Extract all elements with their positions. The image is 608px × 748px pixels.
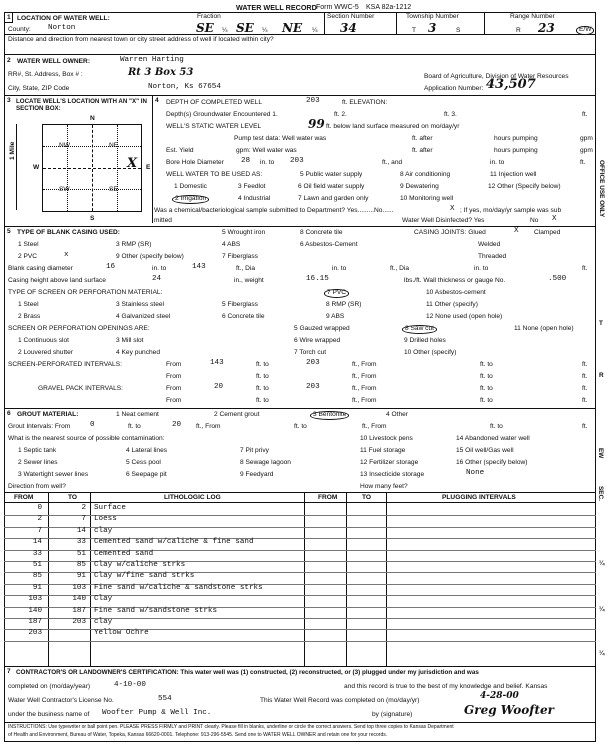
grout-intervals-label: Grout Intervals: From bbox=[8, 423, 71, 430]
gpi-from-label-2: From bbox=[166, 397, 182, 404]
src-1: 1 Septic tank bbox=[18, 447, 57, 454]
section-number-label: Section Number bbox=[327, 13, 375, 20]
map-west: W bbox=[33, 164, 40, 171]
gpi-from: 20 bbox=[214, 383, 224, 391]
src-6: 6 Seepage pit bbox=[126, 471, 167, 478]
log-row-from: 140 bbox=[28, 606, 42, 615]
blank-to: 143 bbox=[192, 263, 206, 271]
spi-from-label-2: From bbox=[166, 373, 182, 380]
use-6: 6 Oil field water supply bbox=[298, 183, 365, 190]
log-to-header: TO bbox=[68, 494, 78, 501]
log-row-description: Surface bbox=[94, 504, 126, 512]
bore-in-to-2: in. to bbox=[490, 159, 505, 166]
log-row-divider bbox=[4, 561, 596, 562]
grout-3: 3 Bentonite bbox=[310, 411, 349, 420]
log-row-from: 85 bbox=[32, 572, 42, 581]
casing-9: 6 Asbestos-Cement bbox=[300, 241, 358, 248]
contamination-label: What is the nearest source of possible contamination: bbox=[8, 435, 165, 442]
grout-ft: ft. bbox=[582, 423, 588, 430]
opening-11: 11 None (open hole) bbox=[514, 325, 574, 332]
screen-label: TYPE OF SCREEN OR PERFORATION MATERIAL: bbox=[8, 289, 163, 296]
rr-label: RR#, St. Address, Box # : bbox=[8, 71, 83, 78]
screen-7: 7 PVC bbox=[324, 289, 349, 298]
blank-ft-dia-2: ft., Dia bbox=[390, 265, 410, 272]
county-value: Norton bbox=[48, 24, 76, 32]
log-row-divider bbox=[4, 584, 596, 585]
map-east: E bbox=[146, 164, 151, 171]
src-8: 8 Sewage lagoon bbox=[240, 459, 291, 466]
screen-3: 3 Stainless steel bbox=[116, 301, 165, 308]
log-row-to: 91 bbox=[76, 572, 86, 581]
fraction-2: SE bbox=[236, 21, 254, 35]
gpi-ft-to: ft. to bbox=[256, 385, 269, 392]
township-t: T bbox=[412, 27, 417, 34]
screen-11: 11 Other (specify) bbox=[426, 301, 478, 308]
location-label: LOCATION OF WATER WELL: bbox=[17, 15, 110, 22]
casing-weight-label: in., weight bbox=[234, 277, 264, 284]
grout-ft-to-3: ft. to bbox=[490, 423, 503, 430]
office-quarter-2: ¼ bbox=[599, 606, 605, 613]
opening-9: 9 Drilled holes bbox=[404, 337, 446, 344]
casing-clamped: Clamped bbox=[534, 229, 561, 236]
city-label: City, State, ZIP Code bbox=[8, 85, 70, 92]
application-value: 43,507 bbox=[486, 77, 536, 92]
log-row-from: 103 bbox=[28, 595, 42, 604]
plugging-intervals-header: PLUGGING INTERVALS bbox=[442, 494, 516, 501]
log-row-from: 51 bbox=[32, 561, 42, 569]
log-row-description: Cemented sand w/caliche & fine sand bbox=[94, 538, 254, 547]
log-row-divider bbox=[4, 515, 596, 516]
owner-value: Warren Harting bbox=[120, 56, 184, 64]
casing-6: 4 ABS bbox=[222, 241, 241, 248]
range-r: R bbox=[516, 27, 521, 34]
gpi-ft-to-2: ft. to bbox=[480, 385, 493, 392]
blank-in-to-c: in. to bbox=[474, 265, 489, 272]
office-r-label: R bbox=[599, 372, 604, 379]
yield-gpm-end: gpm bbox=[580, 147, 593, 154]
completed-label: completed on (mo/day/year) bbox=[8, 683, 91, 690]
section-number-3: 3 bbox=[7, 97, 11, 104]
log-row-description: Fine sand w/sandstone strks bbox=[94, 606, 218, 615]
spi-ft: ft. bbox=[582, 361, 588, 368]
use-5: 5 Public water supply bbox=[300, 171, 363, 178]
city-value: Norton, Ks 67654 bbox=[148, 83, 221, 91]
office-quarter-1: ¼ bbox=[599, 560, 605, 567]
log-row-divider bbox=[4, 527, 596, 528]
grout-ft-to: ft. to bbox=[128, 423, 141, 430]
screen-10: 10 Asbestos-cement bbox=[426, 289, 486, 296]
casing-8: 8 Concrete tile bbox=[300, 229, 343, 236]
log-row-description: Loess bbox=[94, 515, 117, 524]
log-row-from: 2 bbox=[37, 515, 42, 524]
src-4: 4 Lateral lines bbox=[126, 447, 168, 454]
fraction-3: NE bbox=[282, 21, 303, 35]
blank-diameter: 16 bbox=[106, 263, 116, 271]
grout-ft-from-2: ft., From bbox=[362, 423, 387, 430]
screen-12: 12 None used (open hole) bbox=[426, 313, 503, 320]
log-row-description: Clay w/fine sand strks bbox=[94, 572, 195, 581]
pump-gpm: gpm bbox=[580, 135, 593, 142]
gpi-ft-2: ft. bbox=[582, 397, 588, 404]
grout-4: 4 Other bbox=[386, 411, 408, 418]
log-row-from: 0 bbox=[37, 504, 42, 512]
log-row-divider bbox=[4, 607, 596, 608]
casing-weight: 16.15 bbox=[306, 275, 329, 283]
log-row-to: 2 bbox=[81, 504, 86, 512]
src-15: 15 Oil well/Gas well bbox=[456, 447, 514, 454]
log-row-from: 7 bbox=[37, 526, 42, 535]
src-5: 5 Cess pool bbox=[126, 459, 161, 466]
spi-ft-to-3: ft. to bbox=[256, 373, 269, 380]
record-completed-label: This Water Well Record was completed on (mo/day/yr) bbox=[260, 697, 420, 704]
use-3: 3 Feedlot bbox=[238, 183, 266, 190]
blank-in-to: in. to bbox=[152, 265, 167, 272]
chem-x: X bbox=[450, 205, 455, 213]
src-16: 16 Other (specify below) bbox=[456, 459, 528, 466]
blank-diameter-label: Blank casing diameter bbox=[8, 265, 73, 272]
src-10: 10 Livestock pens bbox=[360, 435, 413, 442]
map-ne: NE bbox=[109, 142, 119, 149]
casing-height: 24 bbox=[152, 275, 162, 283]
section-number-1: 1 bbox=[7, 14, 11, 21]
use-9: 9 Dewatering bbox=[400, 183, 439, 190]
groundwater-2: ft. 2. bbox=[334, 111, 347, 118]
yield-after: ft. after bbox=[412, 147, 433, 154]
use-10: 10 Monitoring well bbox=[400, 195, 454, 202]
screen-2: 2 Brass bbox=[18, 313, 41, 320]
office-quarter-3: ¼ bbox=[599, 650, 605, 657]
depth-value: 203 bbox=[306, 97, 320, 105]
casing-welded: Welded bbox=[478, 241, 501, 248]
grout-ft-to-2: ft. to bbox=[294, 423, 307, 430]
opening-7: 7 Torch cut bbox=[294, 349, 327, 356]
log-row-description: Clay w/caliche strks bbox=[94, 561, 186, 569]
range-ew: E/W bbox=[576, 26, 594, 35]
office-ew-label: EW bbox=[597, 448, 604, 459]
screen-9: 9 ABS bbox=[326, 313, 345, 320]
instructions-line-2: of Health and Environment, Bureau of Water, Topeka, Kansas 66620-0001. Telephone: 913-296-5545. Send one to WATER WELL OWNER and retain one for your records. bbox=[8, 732, 388, 738]
gpi-ft-from: ft., From bbox=[352, 385, 377, 392]
grout-2: 2 Cement grout bbox=[214, 411, 260, 418]
chem-mitted: mitted bbox=[154, 217, 172, 224]
casing-1: 1 Steel bbox=[18, 241, 39, 248]
spi-ft-to-2: ft. to bbox=[480, 361, 493, 368]
log-row-to: 103 bbox=[72, 583, 86, 592]
chem-sample: Was a chemical/bacteriological sample submitted to Department? Yes.........No...... bbox=[154, 207, 394, 214]
log-row-to: 14 bbox=[76, 526, 86, 535]
src-12: 12 Fertilizer storage bbox=[360, 459, 419, 466]
grout-from: 0 bbox=[90, 421, 95, 429]
how-many-feet-label: How many feet? bbox=[360, 483, 408, 490]
use-label: WELL WATER TO BE USED AS: bbox=[166, 171, 263, 178]
chem-rest: ; If yes, mo/day/yr sample was sub bbox=[460, 207, 562, 214]
completed-date: 4-10-00 bbox=[114, 681, 146, 689]
plug-to-header: TO bbox=[362, 494, 372, 501]
openings-label: SCREEN OR PERFORATION OPENINGS ARE: bbox=[8, 325, 150, 332]
board-label: Board of Agriculture, Division of Water Resources bbox=[424, 73, 569, 80]
opening-1: 1 Continuous slot bbox=[18, 337, 69, 344]
casing-threaded: Threaded bbox=[478, 253, 507, 260]
log-row-divider bbox=[4, 550, 596, 551]
screen-8: 8 RMP (SR) bbox=[326, 301, 362, 308]
screen-6: 6 Concrete tile bbox=[222, 313, 265, 320]
opening-10: 10 Other (specify) bbox=[404, 349, 457, 356]
static-level-label: WELL'S STATIC WATER LEVEL bbox=[166, 123, 262, 130]
office-use-only-label: OFFICE USE ONLY bbox=[598, 160, 605, 218]
gravel-intervals-label: GRAVEL PACK INTERVALS: bbox=[38, 385, 124, 392]
spi-ft-from: ft., From bbox=[352, 361, 377, 368]
use-11: 11 Injection well bbox=[490, 171, 537, 178]
log-row-divider bbox=[4, 538, 596, 539]
log-row-to: 85 bbox=[76, 561, 86, 569]
disinfected-x: X bbox=[552, 215, 557, 223]
casing-5: 5 Wrought iron bbox=[222, 229, 266, 236]
map-mile-label: 1 Mile bbox=[9, 141, 16, 160]
log-row-from: 91 bbox=[32, 583, 42, 592]
blank-ft: ft. bbox=[582, 265, 588, 272]
casing-3: 3 RMP (SR) bbox=[116, 241, 152, 248]
plug-from-header: FROM bbox=[318, 494, 338, 501]
depth-label: DEPTH OF COMPLETED WELL bbox=[166, 99, 262, 106]
section-number-7: 7 bbox=[7, 668, 11, 675]
spi-from: 143 bbox=[210, 359, 224, 367]
log-row-to: 187 bbox=[72, 606, 86, 615]
use-12: 12 Other (Specify below) bbox=[488, 183, 561, 190]
spi-ft-2: ft. bbox=[582, 373, 588, 380]
township-s: S bbox=[456, 27, 461, 34]
quarter-3: ¼ bbox=[312, 27, 318, 34]
certification-true: and this record is true to the best of my knowledge and belief. Kansas bbox=[344, 683, 548, 690]
opening-6: 6 Wire wrapped bbox=[294, 337, 341, 344]
log-row-divider bbox=[4, 641, 596, 642]
src-none: None bbox=[466, 469, 485, 477]
pump-test-label: Pump test data: Well water was bbox=[234, 135, 327, 142]
elevation-label: ft. ELEVATION: bbox=[342, 99, 388, 106]
log-row-divider bbox=[4, 629, 596, 630]
log-row-from: 187 bbox=[28, 618, 42, 626]
map-nw: NW bbox=[59, 142, 70, 149]
src-13: 13 Insecticide storage bbox=[360, 471, 425, 478]
quarter-2: ¼ bbox=[262, 27, 268, 34]
gpi-ft: ft. bbox=[582, 385, 588, 392]
application-label: Application Number: bbox=[424, 85, 484, 92]
license-number: 554 bbox=[158, 695, 172, 703]
opening-2: 2 Louvered shutter bbox=[18, 349, 73, 356]
blank-in-to-b: in. to bbox=[332, 265, 347, 272]
map-north: N bbox=[90, 115, 95, 122]
form-title: WATER WELL RECORD bbox=[236, 3, 317, 12]
spi-ft-to: ft. to bbox=[256, 361, 269, 368]
screen-1: 1 Steel bbox=[18, 301, 39, 308]
township-label: Township Number bbox=[406, 13, 459, 20]
opening-8: 8 Saw cut bbox=[402, 325, 437, 334]
log-row-divider bbox=[4, 572, 596, 573]
groundwater-3: ft. 3. bbox=[444, 111, 457, 118]
grout-ft-from: ft., From bbox=[196, 423, 221, 430]
opening-5: 5 Gauzed wrapped bbox=[294, 325, 350, 332]
signature: Greg Woofter bbox=[464, 703, 554, 717]
log-row-divider bbox=[4, 595, 596, 596]
spi-ft-from-2: ft., From bbox=[352, 373, 377, 380]
casing-gauge-label: lbs./ft. Wall thickness or gauge No. bbox=[404, 277, 506, 284]
disinfected-no: No bbox=[530, 217, 539, 224]
opening-4: 4 Key punched bbox=[116, 349, 160, 356]
yield-gpm: gpm: Well water was bbox=[236, 147, 297, 154]
locate-label: LOCATE WELL'S LOCATION WITH AN "X" IN SECTION BOX: bbox=[16, 98, 147, 113]
spi-from-label: From bbox=[166, 361, 182, 368]
business-name-label: under the business name of bbox=[8, 711, 90, 718]
direction-label: Direction from well? bbox=[8, 483, 66, 490]
distance-label: Distance and direction from nearest town or city street address of well if located within city? bbox=[8, 36, 274, 43]
range-value: 23 bbox=[538, 21, 555, 35]
screen-4: 4 Galvanized steel bbox=[116, 313, 171, 320]
section-1-box bbox=[5, 13, 13, 23]
business-name: Woofter Pump & Well Inc. bbox=[102, 709, 212, 717]
src-9: 9 Feedyard bbox=[240, 471, 274, 478]
log-row-description: clay bbox=[94, 526, 113, 535]
casing-7: 7 Fiberglass bbox=[222, 253, 258, 260]
gpi-ft-to-3: ft. to bbox=[256, 397, 269, 404]
spi-to: 203 bbox=[306, 359, 320, 367]
log-row-description: Fine sand w/caliche & sandstone strks bbox=[94, 583, 263, 592]
well-location-x: X bbox=[127, 156, 138, 171]
groundwater-label: Depth(s) Groundwater Encountered 1. bbox=[166, 111, 278, 118]
water-well-record-form bbox=[4, 2, 596, 745]
map-se: SE bbox=[109, 186, 118, 193]
gpi-to: 203 bbox=[306, 383, 320, 391]
form-number: Form WWC-5 bbox=[316, 4, 359, 11]
gpi-from-label: From bbox=[166, 385, 182, 392]
grout-1: 1 Neat cement bbox=[116, 411, 159, 418]
log-row-from: 14 bbox=[32, 538, 42, 547]
log-row-divider bbox=[4, 618, 596, 619]
log-lithologic-header: LITHOLOGIC LOG bbox=[164, 494, 221, 501]
section-map bbox=[42, 124, 142, 212]
quarter-1: ¼ bbox=[222, 27, 228, 34]
grout-label: GROUT MATERIAL: bbox=[17, 411, 79, 418]
use-8: 8 Air conditioning bbox=[400, 171, 451, 178]
log-row-description: Clay bbox=[94, 595, 113, 604]
gpi-ft-from-2: ft., From bbox=[352, 397, 377, 404]
log-row-to: 7 bbox=[81, 515, 86, 524]
section-number-4: 4 bbox=[155, 97, 159, 104]
section-number-value: 34 bbox=[340, 21, 357, 35]
ksa-number: KSA 82a-1212 bbox=[366, 4, 412, 11]
bore-and: ft., and bbox=[382, 159, 403, 166]
fraction-label: Fraction bbox=[197, 13, 221, 20]
rr-value: Rt 3 Box 53 bbox=[128, 67, 194, 78]
section-number-2: 2 bbox=[7, 57, 11, 64]
src-3: 3 Watertight sewer lines bbox=[18, 471, 89, 478]
log-row-to: 140 bbox=[72, 595, 86, 604]
casing-joints-x: X bbox=[514, 227, 519, 235]
use-2: 2 Irrigation bbox=[172, 195, 209, 204]
log-from-header: FROM bbox=[14, 494, 34, 501]
static-level-value: 99 bbox=[308, 117, 325, 131]
log-row-to: 203 bbox=[72, 618, 86, 626]
yield-label: Est. Yield bbox=[166, 147, 194, 154]
section-number-5: 5 bbox=[7, 228, 11, 235]
log-row-to: 33 bbox=[76, 538, 86, 547]
casing-label: TYPE OF BLANK CASING USED: bbox=[17, 229, 120, 236]
range-label: Range Number bbox=[510, 13, 555, 20]
static-level-rest: ft. below land surface measured on mo/day/yr bbox=[326, 123, 460, 130]
casing-joints: CASING JOINTS: Glued bbox=[414, 229, 486, 236]
log-row-from: 33 bbox=[32, 549, 42, 558]
use-1: 1 Domestic bbox=[174, 183, 207, 190]
screen-5: 5 Fiberglass bbox=[222, 301, 258, 308]
src-7: 7 Pit privy bbox=[240, 447, 269, 454]
pump-after: ft. after bbox=[412, 135, 433, 142]
spi-ft-to-4: ft. to bbox=[480, 373, 493, 380]
log-row-description: Cemented sand bbox=[94, 549, 154, 558]
county-label: County: bbox=[8, 26, 31, 33]
section-number-6: 6 bbox=[7, 410, 11, 417]
blank-ft-dia: ft., Dia bbox=[236, 265, 256, 272]
casing-gauge: .500 bbox=[548, 275, 567, 283]
bore-ft: ft. bbox=[580, 159, 586, 166]
opening-3: 3 Mill slot bbox=[116, 337, 144, 344]
use-7: 7 Lawn and garden only bbox=[298, 195, 369, 202]
yield-hours: hours pumping bbox=[494, 147, 538, 154]
bore-in-to: in. to bbox=[260, 159, 275, 166]
groundwater-ft: ft. bbox=[582, 111, 588, 118]
record-completed-date: 4-28-00 bbox=[480, 691, 519, 701]
screen-intervals-label: SCREEN-PERFORATED INTERVALS: bbox=[8, 361, 122, 368]
log-row-to: 51 bbox=[76, 549, 86, 558]
log-row-description: Yellow Ochre bbox=[94, 629, 149, 638]
src-2: 2 Sewer lines bbox=[18, 459, 58, 466]
fraction-1: SE bbox=[196, 21, 214, 35]
license-label: Water Well Contractor's License No. bbox=[8, 697, 114, 704]
pump-hours: hours pumping bbox=[494, 135, 538, 142]
bore-label: Bore Hole Diameter bbox=[166, 159, 224, 166]
src-11: 11 Fuel storage bbox=[360, 447, 406, 454]
grout-to: 20 bbox=[172, 421, 182, 429]
office-sec-label: SEC. bbox=[597, 486, 604, 501]
casing-height-label: Casing height above land surface bbox=[8, 277, 106, 284]
signature-label: by (signature) bbox=[372, 711, 413, 718]
casing-2: 2 PVC bbox=[18, 253, 38, 260]
bore-diameter: 28 bbox=[241, 157, 251, 165]
map-south: S bbox=[90, 215, 95, 222]
township-value: 3 bbox=[428, 21, 437, 35]
instructions-line-1: INSTRUCTIONS: Use typewriter or ball point pen. PLEASE PRESS FIRMLY and PRINT clearly. Please fill in blanks, underline or circle the correct answers. Send top three copies to Kansas Department bbox=[8, 724, 454, 730]
bore-to: 203 bbox=[290, 157, 304, 165]
owner-label: WATER WELL OWNER: bbox=[17, 58, 91, 65]
certification-text: CONTRACTOR'S OR LANDOWNER'S CERTIFICATION: This water well was (1) constructed, (2) reconstructed, or (3) plugged under my jurisdiction and was bbox=[16, 669, 479, 676]
log-row-description: clay bbox=[94, 618, 113, 626]
casing-4: 9 Other (specify below) bbox=[116, 253, 184, 260]
use-4: 4 Industrial bbox=[238, 195, 271, 202]
casing-pvc-x: x bbox=[64, 251, 69, 259]
log-row-from: 203 bbox=[28, 629, 42, 638]
gpi-ft-to-4: ft. to bbox=[480, 397, 493, 404]
src-14: 14 Abandoned water well bbox=[456, 435, 530, 442]
map-sw: SW bbox=[59, 186, 70, 193]
office-t-label: T bbox=[599, 320, 603, 327]
disinfected-label: Water Well Disinfected? Yes bbox=[402, 217, 485, 224]
